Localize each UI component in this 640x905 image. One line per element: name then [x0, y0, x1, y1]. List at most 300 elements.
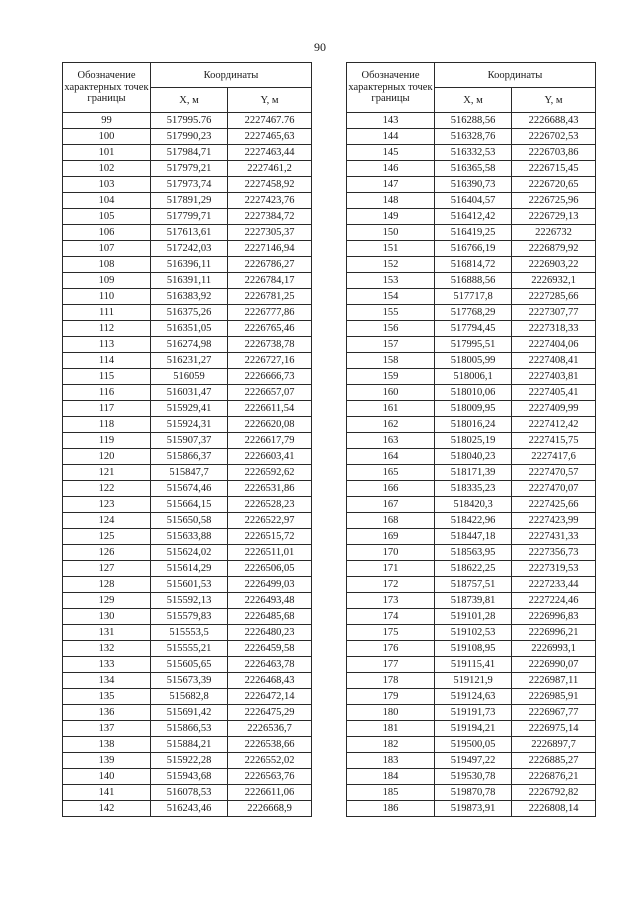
table-row [347, 705, 596, 721]
point-number-cell: 129 [63, 593, 151, 609]
table-row [63, 545, 312, 561]
x-coordinate-cell: 515866,37 [151, 449, 228, 465]
x-coordinate-cell: 515929,41 [151, 401, 228, 417]
table-row [63, 209, 312, 225]
table-row [347, 753, 596, 769]
y-coordinate-cell: 2226702,53 [512, 129, 596, 145]
point-number-cell: 164 [347, 449, 435, 465]
table-row [347, 273, 596, 289]
y-coordinate-cell: 2226528,23 [228, 497, 312, 513]
y-coordinate-cell: 2226463,78 [228, 657, 312, 673]
point-number-cell: 120 [63, 449, 151, 465]
table-row [63, 353, 312, 369]
x-coordinate-cell: 516243,46 [151, 801, 228, 817]
point-number-cell: 108 [63, 257, 151, 273]
table-row [63, 321, 312, 337]
table-row [63, 657, 312, 673]
table-row [347, 673, 596, 689]
y-coordinate-cell: 2227412,42 [512, 417, 596, 433]
y-coordinate-cell: 2226468,43 [228, 673, 312, 689]
point-number-cell: 151 [347, 241, 435, 257]
point-number-cell: 134 [63, 673, 151, 689]
y-coordinate-cell: 2226786,27 [228, 257, 312, 273]
x-coordinate-cell: 515907,37 [151, 433, 228, 449]
table-row [347, 769, 596, 785]
y-coordinate-cell: 2226792,82 [512, 785, 596, 801]
y-coordinate-cell: 2227458,92 [228, 177, 312, 193]
table-row [347, 145, 596, 161]
point-number-cell: 137 [63, 721, 151, 737]
point-number-cell: 107 [63, 241, 151, 257]
x-coordinate-cell: 515924,31 [151, 417, 228, 433]
x-coordinate-cell: 518009,95 [435, 401, 512, 417]
x-coordinate-cell: 517717,8 [435, 289, 512, 305]
table-row [347, 529, 596, 545]
table-row [63, 289, 312, 305]
y-header: Y, м [512, 88, 596, 113]
table-row [347, 289, 596, 305]
y-coordinate-cell: 2226808,14 [512, 801, 596, 817]
table-row [347, 593, 596, 609]
y-coordinate-cell: 2227404,06 [512, 337, 596, 353]
point-number-cell: 171 [347, 561, 435, 577]
y-coordinate-cell: 2226985,91 [512, 689, 596, 705]
point-number-cell: 99 [63, 113, 151, 129]
x-coordinate-cell: 518025,19 [435, 433, 512, 449]
table-row [63, 465, 312, 481]
table-row [347, 577, 596, 593]
point-number-cell: 133 [63, 657, 151, 673]
x-coordinate-cell: 516332,53 [435, 145, 512, 161]
x-coordinate-cell: 515605,65 [151, 657, 228, 673]
y-coordinate-cell: 2226506,05 [228, 561, 312, 577]
x-coordinate-cell: 515943,68 [151, 769, 228, 785]
point-number-cell: 118 [63, 417, 151, 433]
x-coordinate-cell: 518040,23 [435, 449, 512, 465]
table-row [63, 801, 312, 817]
table-row [63, 369, 312, 385]
point-number-cell: 180 [347, 705, 435, 721]
y-coordinate-cell: 2227431,33 [512, 529, 596, 545]
point-number-cell: 141 [63, 785, 151, 801]
x-coordinate-cell: 516412,42 [435, 209, 512, 225]
coordinates-header: Координаты [435, 63, 596, 88]
x-coordinate-cell: 518420,3 [435, 497, 512, 513]
point-number-cell: 109 [63, 273, 151, 289]
y-coordinate-cell: 2226996,83 [512, 609, 596, 625]
point-number-cell: 177 [347, 657, 435, 673]
x-coordinate-cell: 519124,63 [435, 689, 512, 705]
point-number-cell: 116 [63, 385, 151, 401]
x-coordinate-cell: 516814,72 [435, 257, 512, 273]
x-coordinate-cell: 515847,7 [151, 465, 228, 481]
table-row [63, 497, 312, 513]
x-coordinate-cell: 516059 [151, 369, 228, 385]
y-coordinate-cell: 2227417,6 [512, 449, 596, 465]
y-header: Y, м [228, 88, 312, 113]
table-row [63, 689, 312, 705]
x-coordinate-cell: 519108,95 [435, 641, 512, 657]
table-row [347, 225, 596, 241]
table-row [63, 305, 312, 321]
y-coordinate-cell: 2226499,03 [228, 577, 312, 593]
point-number-cell: 173 [347, 593, 435, 609]
point-number-cell: 147 [347, 177, 435, 193]
point-number-cell: 112 [63, 321, 151, 337]
y-coordinate-cell: 2227384,72 [228, 209, 312, 225]
table-row [63, 625, 312, 641]
coordinates-header: Координаты [151, 63, 312, 88]
y-coordinate-cell: 2227356,73 [512, 545, 596, 561]
point-number-cell: 100 [63, 129, 151, 145]
table-row [347, 353, 596, 369]
y-coordinate-cell: 2227461,2 [228, 161, 312, 177]
table-row [347, 513, 596, 529]
point-number-cell: 184 [347, 769, 435, 785]
point-number-cell: 149 [347, 209, 435, 225]
point-number-cell: 146 [347, 161, 435, 177]
x-coordinate-cell: 516231,27 [151, 353, 228, 369]
y-coordinate-cell: 2226538,66 [228, 737, 312, 753]
point-number-cell: 121 [63, 465, 151, 481]
table-row [63, 769, 312, 785]
y-coordinate-cell: 2227465,63 [228, 129, 312, 145]
table-row [347, 113, 596, 129]
table-row [347, 321, 596, 337]
x-coordinate-cell: 518447,18 [435, 529, 512, 545]
table-row [347, 369, 596, 385]
x-coordinate-cell: 517242,03 [151, 241, 228, 257]
point-number-cell: 163 [347, 433, 435, 449]
table-row [63, 385, 312, 401]
x-coordinate-cell: 515592,13 [151, 593, 228, 609]
x-coordinate-cell: 518563,95 [435, 545, 512, 561]
y-coordinate-cell: 2226781,25 [228, 289, 312, 305]
x-coordinate-cell: 517613,61 [151, 225, 228, 241]
point-number-cell: 138 [63, 737, 151, 753]
x-coordinate-cell: 516396,11 [151, 257, 228, 273]
point-number-cell: 158 [347, 353, 435, 369]
table-row [63, 449, 312, 465]
point-number-cell: 153 [347, 273, 435, 289]
point-number-cell: 115 [63, 369, 151, 385]
point-number-cell: 168 [347, 513, 435, 529]
point-number-cell: 152 [347, 257, 435, 273]
point-number-cell: 139 [63, 753, 151, 769]
x-coordinate-cell: 516419,25 [435, 225, 512, 241]
table-row [63, 225, 312, 241]
x-coordinate-cell: 518757,51 [435, 577, 512, 593]
point-number-cell: 125 [63, 529, 151, 545]
x-coordinate-cell: 515673,39 [151, 673, 228, 689]
y-coordinate-cell: 2226592,62 [228, 465, 312, 481]
y-coordinate-cell: 2227467.76 [228, 113, 312, 129]
point-number-cell: 159 [347, 369, 435, 385]
y-coordinate-cell: 2226493,48 [228, 593, 312, 609]
point-number-cell: 102 [63, 161, 151, 177]
x-coordinate-cell: 519870,78 [435, 785, 512, 801]
y-coordinate-cell: 2226765,46 [228, 321, 312, 337]
y-coordinate-cell: 2226475,29 [228, 705, 312, 721]
x-coordinate-cell: 517995.76 [151, 113, 228, 129]
point-number-cell: 110 [63, 289, 151, 305]
x-coordinate-cell: 515624,02 [151, 545, 228, 561]
table-row [347, 625, 596, 641]
table-row [63, 193, 312, 209]
table-row [63, 433, 312, 449]
y-coordinate-cell: 2227408,41 [512, 353, 596, 369]
x-coordinate-cell: 515691,42 [151, 705, 228, 721]
table-row [63, 481, 312, 497]
point-number-cell: 161 [347, 401, 435, 417]
y-coordinate-cell: 2226511,01 [228, 545, 312, 561]
table-row [347, 561, 596, 577]
point-label-header: Обозначение характерных точек границы [347, 63, 435, 113]
x-coordinate-cell: 515614,29 [151, 561, 228, 577]
y-coordinate-cell: 2226897,7 [512, 737, 596, 753]
point-number-cell: 127 [63, 561, 151, 577]
y-coordinate-cell: 2227423,99 [512, 513, 596, 529]
table-row [63, 737, 312, 753]
point-number-cell: 111 [63, 305, 151, 321]
x-coordinate-cell: 515633,88 [151, 529, 228, 545]
table-row [63, 129, 312, 145]
x-coordinate-cell: 517891,29 [151, 193, 228, 209]
y-coordinate-cell: 2226975,14 [512, 721, 596, 737]
x-coordinate-cell: 518010,06 [435, 385, 512, 401]
y-coordinate-cell: 2226777,86 [228, 305, 312, 321]
y-coordinate-cell: 2227409,99 [512, 401, 596, 417]
x-coordinate-cell: 518171,39 [435, 465, 512, 481]
x-coordinate-cell: 519121,9 [435, 673, 512, 689]
point-number-cell: 155 [347, 305, 435, 321]
point-number-cell: 178 [347, 673, 435, 689]
table-row [347, 241, 596, 257]
y-coordinate-cell: 2226885,27 [512, 753, 596, 769]
page-number: 90 [314, 40, 326, 54]
point-number-cell: 143 [347, 113, 435, 129]
table-row [63, 161, 312, 177]
y-coordinate-cell: 2226485,68 [228, 609, 312, 625]
x-coordinate-cell: 515682,8 [151, 689, 228, 705]
x-coordinate-cell: 517979,21 [151, 161, 228, 177]
x-coordinate-cell: 519191,73 [435, 705, 512, 721]
point-number-cell: 113 [63, 337, 151, 353]
y-coordinate-cell: 2226729,13 [512, 209, 596, 225]
y-coordinate-cell: 2226536,7 [228, 721, 312, 737]
x-coordinate-cell: 517799,71 [151, 209, 228, 225]
y-coordinate-cell: 2226657,07 [228, 385, 312, 401]
table-row [63, 609, 312, 625]
x-coordinate-cell: 516351,05 [151, 321, 228, 337]
x-coordinate-cell: 516391,11 [151, 273, 228, 289]
y-coordinate-cell: 2227423,76 [228, 193, 312, 209]
y-coordinate-cell: 2226903,22 [512, 257, 596, 273]
y-coordinate-cell: 2226784,17 [228, 273, 312, 289]
y-coordinate-cell: 2226611,06 [228, 785, 312, 801]
x-coordinate-cell: 517984,71 [151, 145, 228, 161]
point-number-cell: 166 [347, 481, 435, 497]
x-coordinate-cell: 515601,53 [151, 577, 228, 593]
table-body-left [63, 113, 312, 817]
table-row [63, 561, 312, 577]
table-row [347, 497, 596, 513]
point-number-cell: 154 [347, 289, 435, 305]
point-number-cell: 179 [347, 689, 435, 705]
x-coordinate-cell: 516375,26 [151, 305, 228, 321]
point-number-cell: 160 [347, 385, 435, 401]
table-row [347, 785, 596, 801]
table-row [347, 689, 596, 705]
point-number-cell: 183 [347, 753, 435, 769]
table-row [347, 177, 596, 193]
x-coordinate-cell: 518335,23 [435, 481, 512, 497]
point-number-cell: 157 [347, 337, 435, 353]
y-coordinate-cell: 2226987,11 [512, 673, 596, 689]
table-row [347, 465, 596, 481]
table-row [347, 193, 596, 209]
table-row [347, 609, 596, 625]
y-coordinate-cell: 2226668,9 [228, 801, 312, 817]
y-coordinate-cell: 2226876,21 [512, 769, 596, 785]
y-coordinate-cell: 2226967,77 [512, 705, 596, 721]
x-coordinate-cell: 517768,29 [435, 305, 512, 321]
x-coordinate-cell: 518016,24 [435, 417, 512, 433]
y-coordinate-cell: 2227425,66 [512, 497, 596, 513]
x-coordinate-cell: 517794,45 [435, 321, 512, 337]
y-coordinate-cell: 2227405,41 [512, 385, 596, 401]
y-coordinate-cell: 2226715,45 [512, 161, 596, 177]
y-coordinate-cell: 2226688,43 [512, 113, 596, 129]
y-coordinate-cell: 2227307,77 [512, 305, 596, 321]
point-number-cell: 176 [347, 641, 435, 657]
table-row [347, 545, 596, 561]
x-coordinate-cell: 516274,98 [151, 337, 228, 353]
point-number-cell: 119 [63, 433, 151, 449]
point-number-cell: 106 [63, 225, 151, 241]
y-coordinate-cell: 2226617,79 [228, 433, 312, 449]
point-number-cell: 170 [347, 545, 435, 561]
y-coordinate-cell: 2226725,96 [512, 193, 596, 209]
y-coordinate-cell: 2226720,65 [512, 177, 596, 193]
y-coordinate-cell: 2226738,78 [228, 337, 312, 353]
x-coordinate-cell: 518622,25 [435, 561, 512, 577]
x-coordinate-cell: 518422,96 [435, 513, 512, 529]
point-number-cell: 144 [347, 129, 435, 145]
table-row [347, 209, 596, 225]
x-coordinate-cell: 515579,83 [151, 609, 228, 625]
point-number-cell: 156 [347, 321, 435, 337]
y-coordinate-cell: 2226522,97 [228, 513, 312, 529]
table-row [63, 417, 312, 433]
table-row [347, 657, 596, 673]
table-row [347, 481, 596, 497]
x-coordinate-cell: 517990,23 [151, 129, 228, 145]
x-coordinate-cell: 519115,41 [435, 657, 512, 673]
point-number-cell: 135 [63, 689, 151, 705]
x-coordinate-cell: 515674,46 [151, 481, 228, 497]
table-row [63, 337, 312, 353]
table-row [347, 449, 596, 465]
point-number-cell: 101 [63, 145, 151, 161]
point-number-cell: 150 [347, 225, 435, 241]
table-row [347, 337, 596, 353]
y-coordinate-cell: 2226515,72 [228, 529, 312, 545]
table-row [63, 641, 312, 657]
y-coordinate-cell: 2227415,75 [512, 433, 596, 449]
point-number-cell: 175 [347, 625, 435, 641]
y-coordinate-cell: 2226611,54 [228, 401, 312, 417]
table-row [347, 305, 596, 321]
y-coordinate-cell: 2227463,44 [228, 145, 312, 161]
y-coordinate-cell: 2226732 [512, 225, 596, 241]
table-row [63, 257, 312, 273]
point-number-cell: 104 [63, 193, 151, 209]
point-number-cell: 174 [347, 609, 435, 625]
table-row [347, 385, 596, 401]
point-number-cell: 185 [347, 785, 435, 801]
y-coordinate-cell: 2227403,81 [512, 369, 596, 385]
x-coordinate-cell: 519101,28 [435, 609, 512, 625]
table-row [347, 129, 596, 145]
x-coordinate-cell: 517973,74 [151, 177, 228, 193]
table-row [63, 721, 312, 737]
table-row [347, 721, 596, 737]
point-number-cell: 186 [347, 801, 435, 817]
y-coordinate-cell: 2226620,08 [228, 417, 312, 433]
point-number-cell: 117 [63, 401, 151, 417]
y-coordinate-cell: 2226932,1 [512, 273, 596, 289]
y-coordinate-cell: 2226993,1 [512, 641, 596, 657]
point-number-cell: 145 [347, 145, 435, 161]
point-number-cell: 131 [63, 625, 151, 641]
point-number-cell: 128 [63, 577, 151, 593]
x-coordinate-cell: 516766,19 [435, 241, 512, 257]
y-coordinate-cell: 2226727,16 [228, 353, 312, 369]
point-number-cell: 124 [63, 513, 151, 529]
x-coordinate-cell: 519873,91 [435, 801, 512, 817]
table-row [347, 161, 596, 177]
table-row [63, 785, 312, 801]
y-coordinate-cell: 2226563,76 [228, 769, 312, 785]
x-coordinate-cell: 519497,22 [435, 753, 512, 769]
y-coordinate-cell: 2226459,58 [228, 641, 312, 657]
y-coordinate-cell: 2226879,92 [512, 241, 596, 257]
table-row [63, 145, 312, 161]
table-row [63, 273, 312, 289]
x-header: X, м [151, 88, 228, 113]
x-coordinate-cell: 518006,1 [435, 369, 512, 385]
table-row [347, 801, 596, 817]
x-coordinate-cell: 519194,21 [435, 721, 512, 737]
x-coordinate-cell: 518739,81 [435, 593, 512, 609]
x-coordinate-cell: 515553,5 [151, 625, 228, 641]
table-row [63, 529, 312, 545]
point-number-cell: 172 [347, 577, 435, 593]
table-row [347, 417, 596, 433]
y-coordinate-cell: 2226666,73 [228, 369, 312, 385]
point-label-header: Обозначение характерных точек границы [63, 63, 151, 113]
table-row [63, 753, 312, 769]
x-coordinate-cell: 515555,21 [151, 641, 228, 657]
point-number-cell: 142 [63, 801, 151, 817]
y-coordinate-cell: 2227224,46 [512, 593, 596, 609]
y-coordinate-cell: 2226603,41 [228, 449, 312, 465]
coordinates-table-right [346, 62, 596, 817]
y-coordinate-cell: 2227146,94 [228, 241, 312, 257]
y-coordinate-cell: 2227470,57 [512, 465, 596, 481]
x-coordinate-cell: 515884,21 [151, 737, 228, 753]
